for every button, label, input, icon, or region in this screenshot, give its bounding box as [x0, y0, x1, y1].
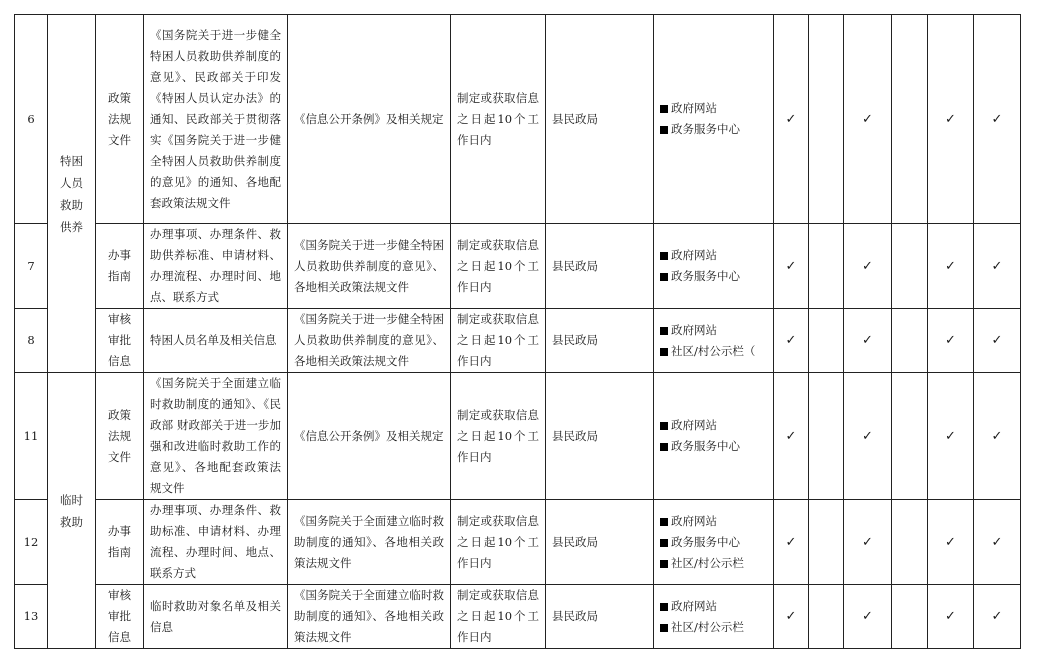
check-mark-icon: ✓ [928, 224, 974, 309]
category-label: 临时救助 [60, 492, 83, 529]
empty-mark-cell [809, 585, 844, 649]
basis-cell: 《国务院关于进一步健全特困人员救助供养制度的意见》、各地相关政策法规文件 [288, 224, 451, 309]
basis-cell: 《国务院关于全面建立临时救助制度的通知》、各地相关政策法规文件 [288, 500, 451, 585]
square-bullet-icon [660, 422, 668, 430]
check-mark-icon: ✓ [974, 500, 1021, 585]
check-mark-icon: ✓ [774, 224, 809, 309]
empty-mark-cell [809, 373, 844, 500]
subject-cell: 县民政局 [546, 585, 654, 649]
empty-mark-cell [809, 224, 844, 309]
check-mark-icon: ✓ [844, 309, 892, 373]
subcategory-label: 政策法规文件 [108, 407, 131, 464]
channel-label: 社区/村公示栏 [671, 555, 744, 570]
check-mark-icon: ✓ [928, 585, 974, 649]
channel-label: 政府网站 [671, 248, 717, 262]
subcategory-cell [96, 500, 144, 585]
subject-cell: 县民政局 [546, 224, 654, 309]
basis-cell: 《国务院关于进一步健全特困人员救助供养制度的意见》、各地相关政策法规文件 [288, 309, 451, 373]
time-cell: 制定或获取信息之日起10个工作日内 [451, 224, 546, 309]
channel-label: 政务服务中心 [671, 269, 740, 283]
channel-label: 政务服务中心 [671, 122, 740, 136]
subcategory-label: 政策法规文件 [108, 90, 131, 147]
check-mark-icon: ✓ [774, 309, 809, 373]
subject-cell: 县民政局 [546, 15, 654, 224]
check-mark-icon: ✓ [844, 585, 892, 649]
square-bullet-icon [660, 105, 668, 113]
table-row [15, 224, 1021, 309]
channel-item [660, 596, 767, 617]
check-mark-icon: ✓ [844, 373, 892, 500]
content-cell: 特困人员名单及相关信息 [144, 309, 288, 373]
empty-mark-cell [892, 309, 928, 373]
check-mark-icon: ✓ [928, 309, 974, 373]
row-number: 12 [15, 500, 48, 585]
empty-mark-cell [809, 500, 844, 585]
content-cell: 《国务院关于全面建立临时救助制度的通知》、《民政部 财政部关于进一步加强和改进临时救助工作的意见》、各地配套政策法规文件 [144, 373, 288, 500]
empty-mark-cell [892, 585, 928, 649]
table-row [15, 15, 1021, 224]
channel-item [660, 341, 767, 362]
subcategory-cell [96, 585, 144, 649]
channel-item [660, 532, 767, 553]
subject-cell: 县民政局 [546, 309, 654, 373]
check-mark-icon: ✓ [928, 15, 974, 224]
channel-label: 政府网站 [671, 598, 717, 613]
channel-label: 政务服务中心 [671, 439, 740, 453]
channel-item [660, 511, 767, 532]
basis-cell: 《信息公开条例》及相关规定 [288, 373, 451, 500]
channel-item [660, 553, 767, 574]
channel-item [660, 119, 767, 140]
square-bullet-icon [660, 539, 668, 547]
basis-cell: 《国务院关于全面建立临时救助制度的通知》、各地相关政策法规文件 [288, 585, 451, 649]
channel-cell [654, 373, 774, 500]
time-cell: 制定或获取信息之日起10个工作日内 [451, 500, 546, 585]
square-bullet-icon [660, 252, 668, 260]
channel-cell [654, 500, 774, 585]
content-cell: 办理事项、办理条件、救助供养标准、申请材料、办理流程、办理时间、地点、联系方式 [144, 224, 288, 309]
square-bullet-icon [660, 560, 668, 568]
time-cell: 制定或获取信息之日起10个工作日内 [451, 373, 546, 500]
content-cell: 《国务院关于进一步健全特困人员救助供养制度的意见》、民政部关于印发《特困人员认定办法》的通知、民政部关于贯彻落实《国务院关于进一步健全特困人员救助供养制度的意见》的通知、各地配套政策法规文件 [144, 15, 288, 224]
content-cell: 临时救助对象名单及相关信息 [144, 585, 288, 649]
check-mark-icon: ✓ [844, 15, 892, 224]
category-cell [48, 15, 96, 373]
subcategory-cell [96, 309, 144, 373]
subcategory-label: 审核审批信息 [108, 588, 131, 644]
check-mark-icon: ✓ [928, 500, 974, 585]
channel-item [660, 320, 767, 341]
subcategory-label: 审核审批信息 [108, 312, 131, 368]
basis-cell: 《信息公开条例》及相关规定 [288, 15, 451, 224]
channel-item [660, 415, 767, 436]
square-bullet-icon [660, 443, 668, 451]
time-cell: 制定或获取信息之日起10个工作日内 [451, 585, 546, 649]
channel-label: 政府网站 [671, 418, 717, 432]
row-number: 6 [15, 15, 48, 224]
channel-item [660, 98, 767, 119]
check-mark-icon: ✓ [974, 309, 1021, 373]
square-bullet-icon [660, 273, 668, 281]
table-row [15, 309, 1021, 373]
channel-cell [654, 15, 774, 224]
empty-mark-cell [892, 500, 928, 585]
empty-mark-cell [892, 224, 928, 309]
check-mark-icon: ✓ [774, 373, 809, 500]
subcategory-label: 办事指南 [108, 524, 131, 559]
empty-mark-cell [809, 309, 844, 373]
empty-mark-cell [892, 373, 928, 500]
check-mark-icon: ✓ [844, 500, 892, 585]
check-mark-icon: ✓ [774, 500, 809, 585]
table-row [15, 373, 1021, 500]
row-number: 8 [15, 309, 48, 373]
channel-item [660, 436, 767, 457]
subcategory-cell [96, 373, 144, 500]
check-mark-icon: ✓ [974, 585, 1021, 649]
channel-label: 社区/村公示栏（ [671, 343, 756, 358]
row-number: 7 [15, 224, 48, 309]
content-cell: 办理事项、办理条件、救助标准、申请材料、办理流程、办理时间、地点、联系方式 [144, 500, 288, 585]
table-row [15, 500, 1021, 585]
category-label: 特困人员救助供养 [60, 153, 83, 234]
subject-cell: 县民政局 [546, 500, 654, 585]
subcategory-cell [96, 15, 144, 224]
channel-cell [654, 309, 774, 373]
disclosure-table [14, 14, 1021, 649]
empty-mark-cell [892, 15, 928, 224]
check-mark-icon: ✓ [974, 373, 1021, 500]
square-bullet-icon [660, 603, 668, 611]
channel-label: 政府网站 [671, 322, 717, 337]
channel-item [660, 245, 767, 266]
subcategory-label: 办事指南 [108, 248, 131, 283]
channel-label: 社区/村公示栏 [671, 619, 744, 634]
empty-mark-cell [809, 15, 844, 224]
check-mark-icon: ✓ [774, 585, 809, 649]
row-number: 11 [15, 373, 48, 500]
check-mark-icon: ✓ [774, 15, 809, 224]
time-cell: 制定或获取信息之日起10个工作日内 [451, 309, 546, 373]
check-mark-icon: ✓ [844, 224, 892, 309]
square-bullet-icon [660, 518, 668, 526]
channel-item [660, 266, 767, 287]
row-number: 13 [15, 585, 48, 649]
category-cell [48, 373, 96, 649]
channel-cell [654, 224, 774, 309]
check-mark-icon: ✓ [974, 224, 1021, 309]
channel-item [660, 617, 767, 638]
square-bullet-icon [660, 327, 668, 335]
table-row [15, 585, 1021, 649]
channel-label: 政务服务中心 [671, 534, 740, 549]
check-mark-icon: ✓ [928, 373, 974, 500]
square-bullet-icon [660, 348, 668, 356]
channel-cell [654, 585, 774, 649]
time-cell: 制定或获取信息之日起10个工作日内 [451, 15, 546, 224]
channel-label: 政府网站 [671, 101, 717, 115]
square-bullet-icon [660, 126, 668, 134]
channel-label: 政府网站 [671, 513, 717, 528]
subject-cell: 县民政局 [546, 373, 654, 500]
square-bullet-icon [660, 624, 668, 632]
check-mark-icon: ✓ [974, 15, 1021, 224]
subcategory-cell [96, 224, 144, 309]
